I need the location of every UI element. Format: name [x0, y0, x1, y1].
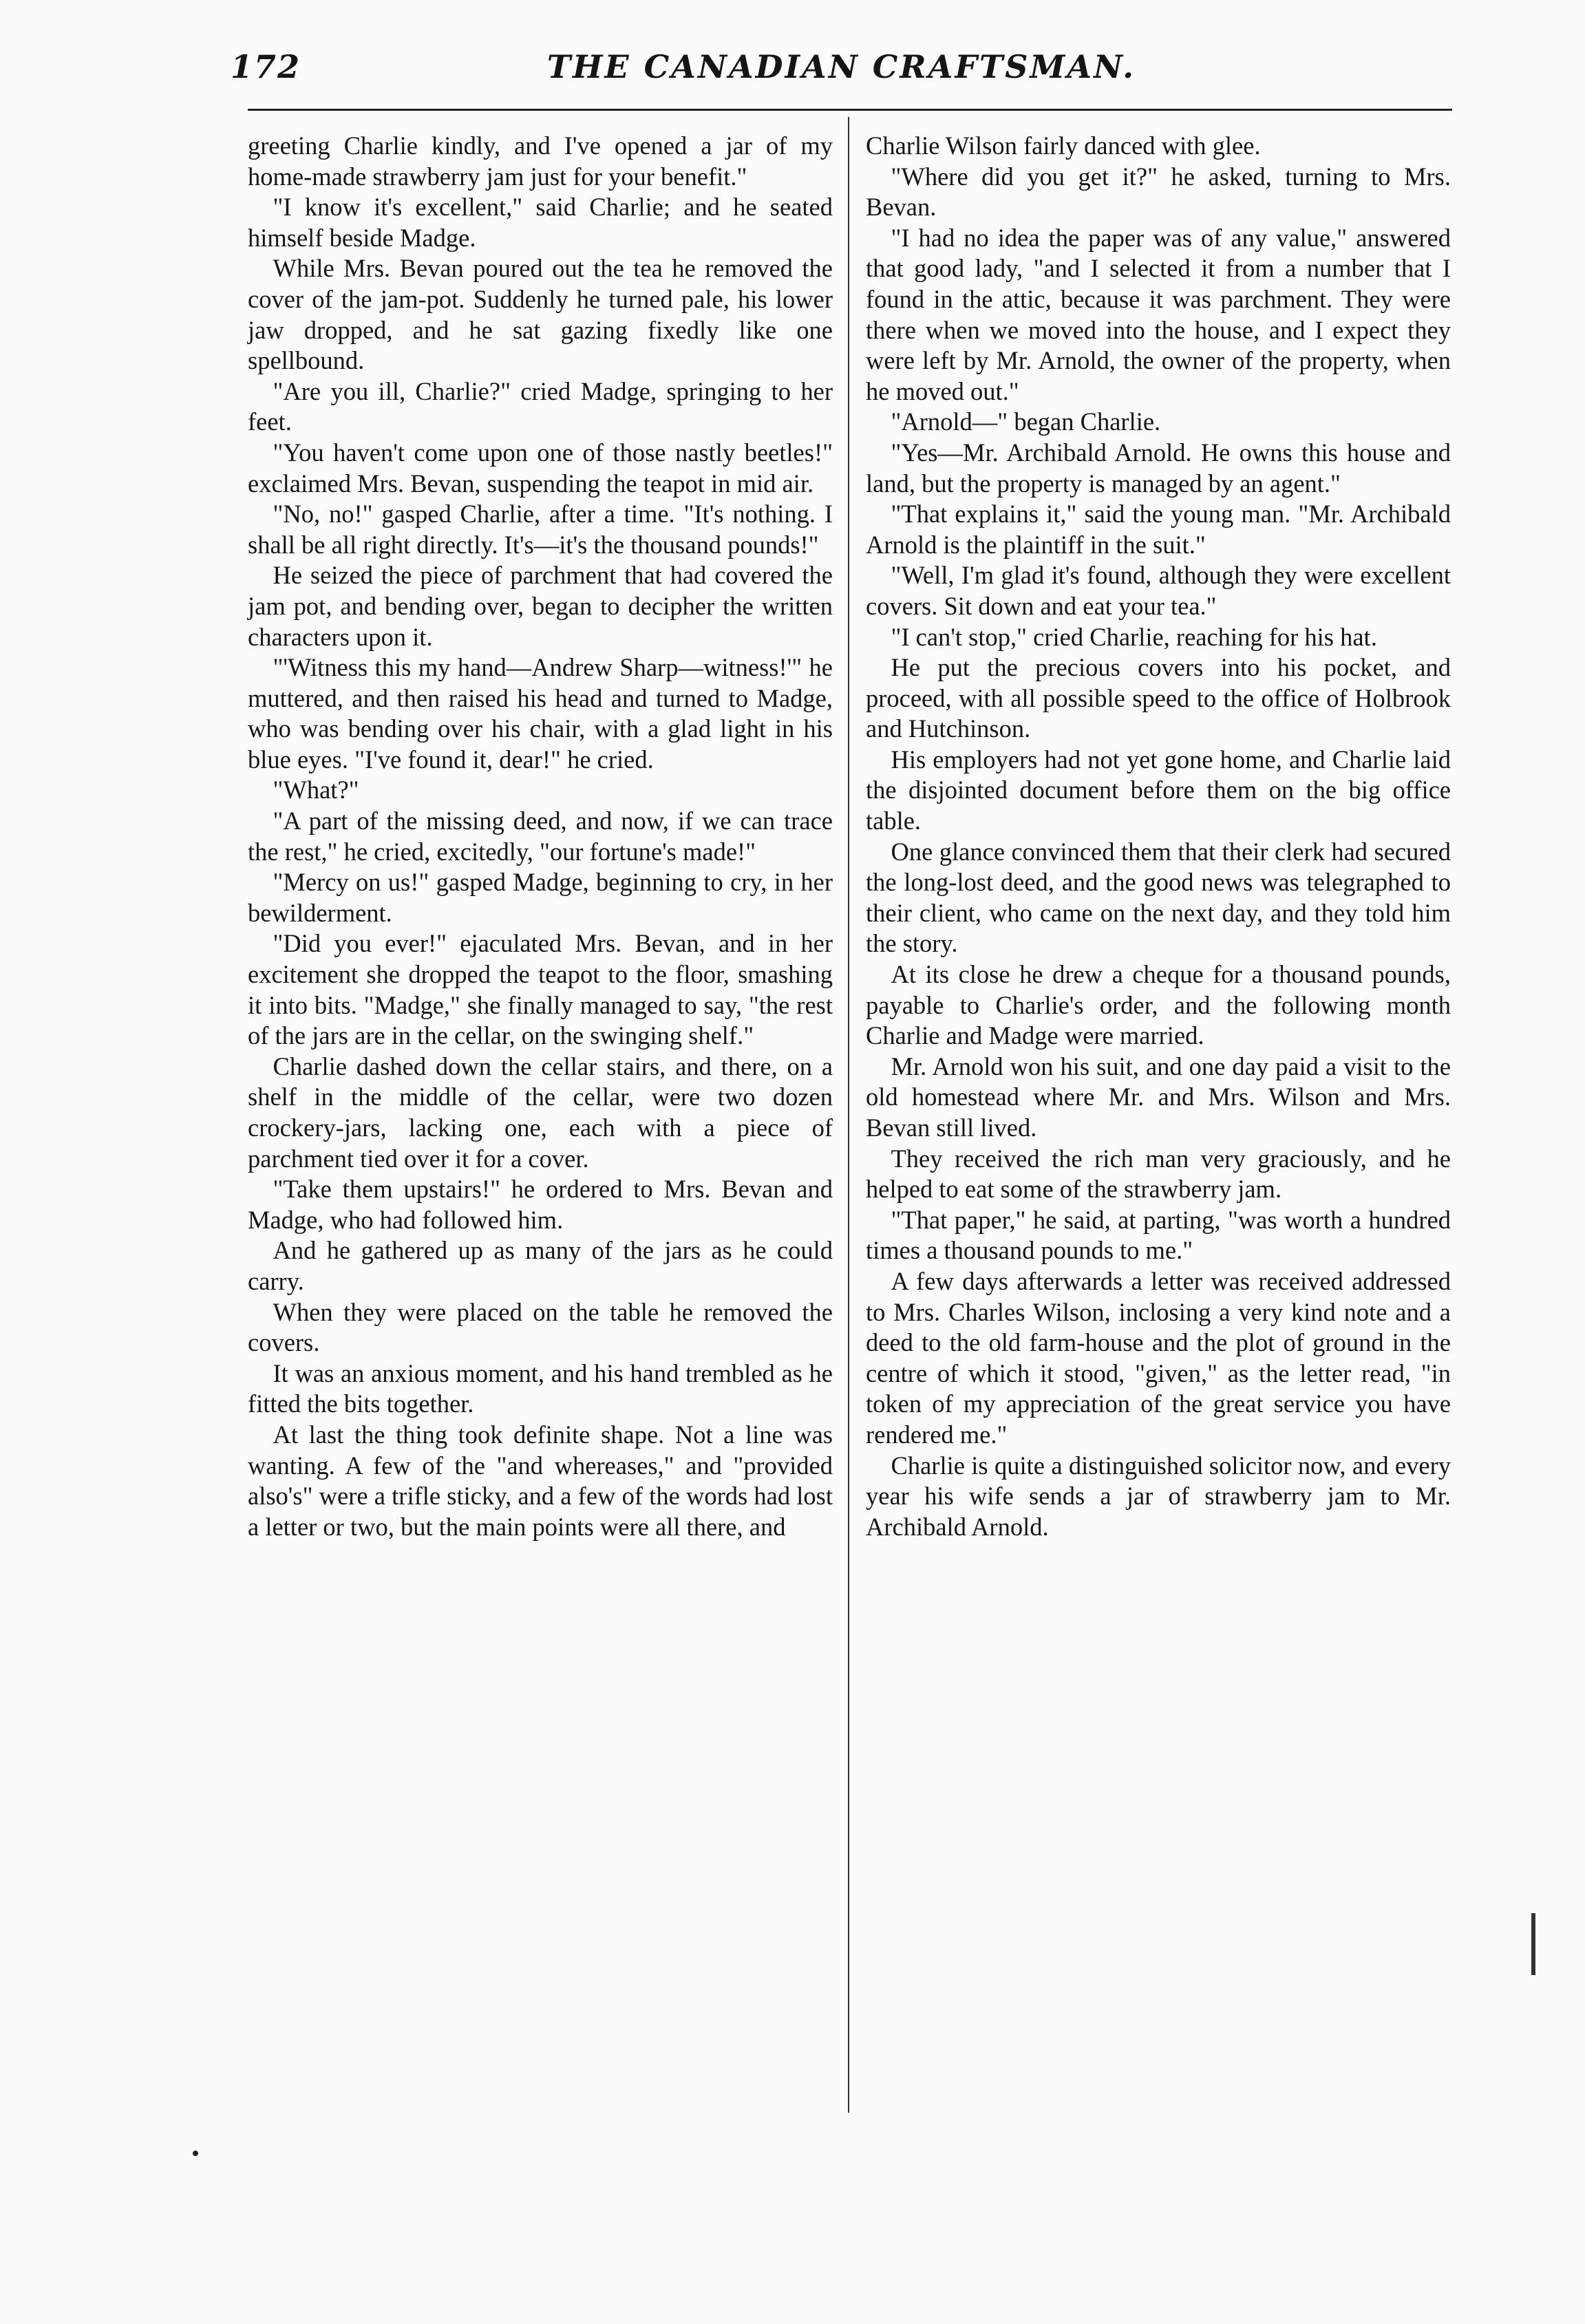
paragraph: A few days afterwards a letter was received addressed to Mrs. Charles Wilson, inclosing a very kind note and a deed to the old farm-house and the plot of ground in the centre of which it stood, "given," as the letter read, "in token of my appreciation of the great service you have rendered me.": [866, 1266, 1451, 1449]
paragraph: And he gathered up as many of the jars as he could carry.: [248, 1236, 833, 1295]
paragraph: "Yes—Mr. Archibald Arnold. He owns this house and land, but the property is managed by an agent.": [866, 438, 1451, 498]
left-column: [248, 131, 833, 1542]
paragraph: Charlie dashed down the cellar stairs, and there, on a shelf in the middle of the cellar, were two dozen crockery-jars, lacking one, each with a piece of parchment tied over it for a cover.: [248, 1052, 833, 1173]
paragraph: When they were placed on the table he removed the covers.: [248, 1297, 833, 1357]
paragraph: It was an anxious moment, and his hand trembled as he fitted the bits together.: [248, 1358, 833, 1418]
paragraph: Charlie Wilson fairly danced with glee.: [866, 131, 1261, 160]
header-rule: [248, 109, 1452, 111]
paragraph: "Did you ever!" ejaculated Mrs. Bevan, and in her excitement she dropped the teapot to the floor, smashing it into bits. "Madge," she finally managed to say, "the rest of the jars are in the cellar, on the swinging shelf.": [248, 929, 833, 1050]
paragraph: "A part of the missing deed, and now, if we can trace the rest," he cried, excitedly, "our fortune's made!": [248, 807, 833, 866]
paragraph: While Mrs. Bevan poured out the tea he removed the cover of the jam-pot. Suddenly he turned pale, his lower jaw dropped, and he sat gazing fixedly like one spellbound.: [248, 254, 833, 375]
paragraph: He seized the piece of parchment that had covered the jam pot, and bending over, began to decipher the written characters upon it.: [248, 561, 833, 651]
paragraph: "What?": [273, 776, 359, 804]
margin-mark: [1531, 1913, 1535, 1975]
paragraph: His employers had not yet gone home, and Charlie laid the disjointed document before them on the big office table.: [866, 745, 1451, 835]
paragraph: "That explains it," said the young man. "Mr. Archibald Arnold is the plaintiff in the suit.": [866, 500, 1451, 559]
paragraph: "'Witness this my hand—Andrew Sharp—witness!'" he muttered, and then raised his head and turned to Madge, who was bending over his chair, with a glad light in his blue eyes. "I've found it, dear!" he cried.: [248, 653, 833, 774]
paragraph: "That paper," he said, at parting, "was worth a hundred times a thousand pounds to me.": [866, 1205, 1451, 1265]
running-head: THE CANADIAN CRAFTSMAN.: [546, 48, 1136, 85]
paragraph: One glance convinced them that their clerk had secured the long-lost deed, and the good news was telegraphed to their client, who came on the next day, and they told him the story.: [866, 837, 1451, 958]
paragraph: At last the thing took definite shape. Not a line was wanting. A few of the "and whereases," and "provided also's" were a trifle sticky, and a few of the words had lost a letter or two, but the main points were all there, and: [248, 1420, 833, 1541]
page-number: 172: [231, 48, 301, 85]
paragraph: "I know it's excellent," said Charlie; and he seated himself beside Madge.: [248, 193, 833, 252]
paragraph: "Where did you get it?" he asked, turning to Mrs. Bevan.: [866, 162, 1451, 222]
paragraph: "Well, I'm glad it's found, although they were excellent covers. Sit down and eat your tea.": [866, 561, 1451, 620]
column-divider: [848, 117, 849, 2113]
paragraph: Charlie is quite a distinguished solicitor now, and every year his wife sends a jar of strawberry jam to Mr. Archibald Arnold.: [866, 1451, 1451, 1541]
paragraph: "I can't stop," cried Charlie, reaching for his hat.: [891, 622, 1377, 651]
page-header: [231, 48, 1452, 96]
paragraph: "No, no!" gasped Charlie, after a time. "It's nothing. I shall be all right directly. It's—it's the thousand pounds!": [248, 500, 833, 559]
paragraph: "Mercy on us!" gasped Madge, beginning to cry, in her bewilderment.: [248, 868, 833, 927]
paragraph: "Are you ill, Charlie?" cried Madge, springing to her feet.: [248, 376, 833, 436]
paragraph: He put the precious covers into his pocket, and proceed, with all possible speed to the office of Holbrook and Hutchinson.: [866, 653, 1451, 743]
paragraph: Mr. Arnold won his suit, and one day paid a visit to the old homestead where Mr. and Mrs. Wilson and Mrs. Bevan still lived.: [866, 1052, 1451, 1142]
paragraph: At its close he drew a cheque for a thousand pounds, payable to Charlie's order, and the following month Charlie and Madge were married.: [866, 960, 1451, 1050]
paragraph: "You haven't come upon one of those nastly beetles!" exclaimed Mrs. Bevan, suspending the teapot in mid air.: [248, 438, 833, 498]
paragraph: "I had no idea the paper was of any value," answered that good lady, "and I selected it from a number that I found in the attic, because it was parchment. They were there when we moved into the house, and I expect they were left by Mr. Arnold, the owner of the property, when he moved out.": [866, 223, 1451, 405]
paragraph: They received the rich man very graciously, and he helped to eat some of the strawberry jam.: [866, 1144, 1451, 1204]
ink-speck: [193, 2151, 198, 2156]
paragraph: "Take them upstairs!" he ordered to Mrs. Bevan and Madge, who had followed him.: [248, 1175, 833, 1234]
right-column: [866, 131, 1451, 1542]
paragraph: "Arnold—" began Charlie.: [891, 407, 1161, 436]
paragraph: greeting Charlie kindly, and I've opened a jar of my home-made strawberry jam just for your benefit.": [248, 131, 833, 191]
